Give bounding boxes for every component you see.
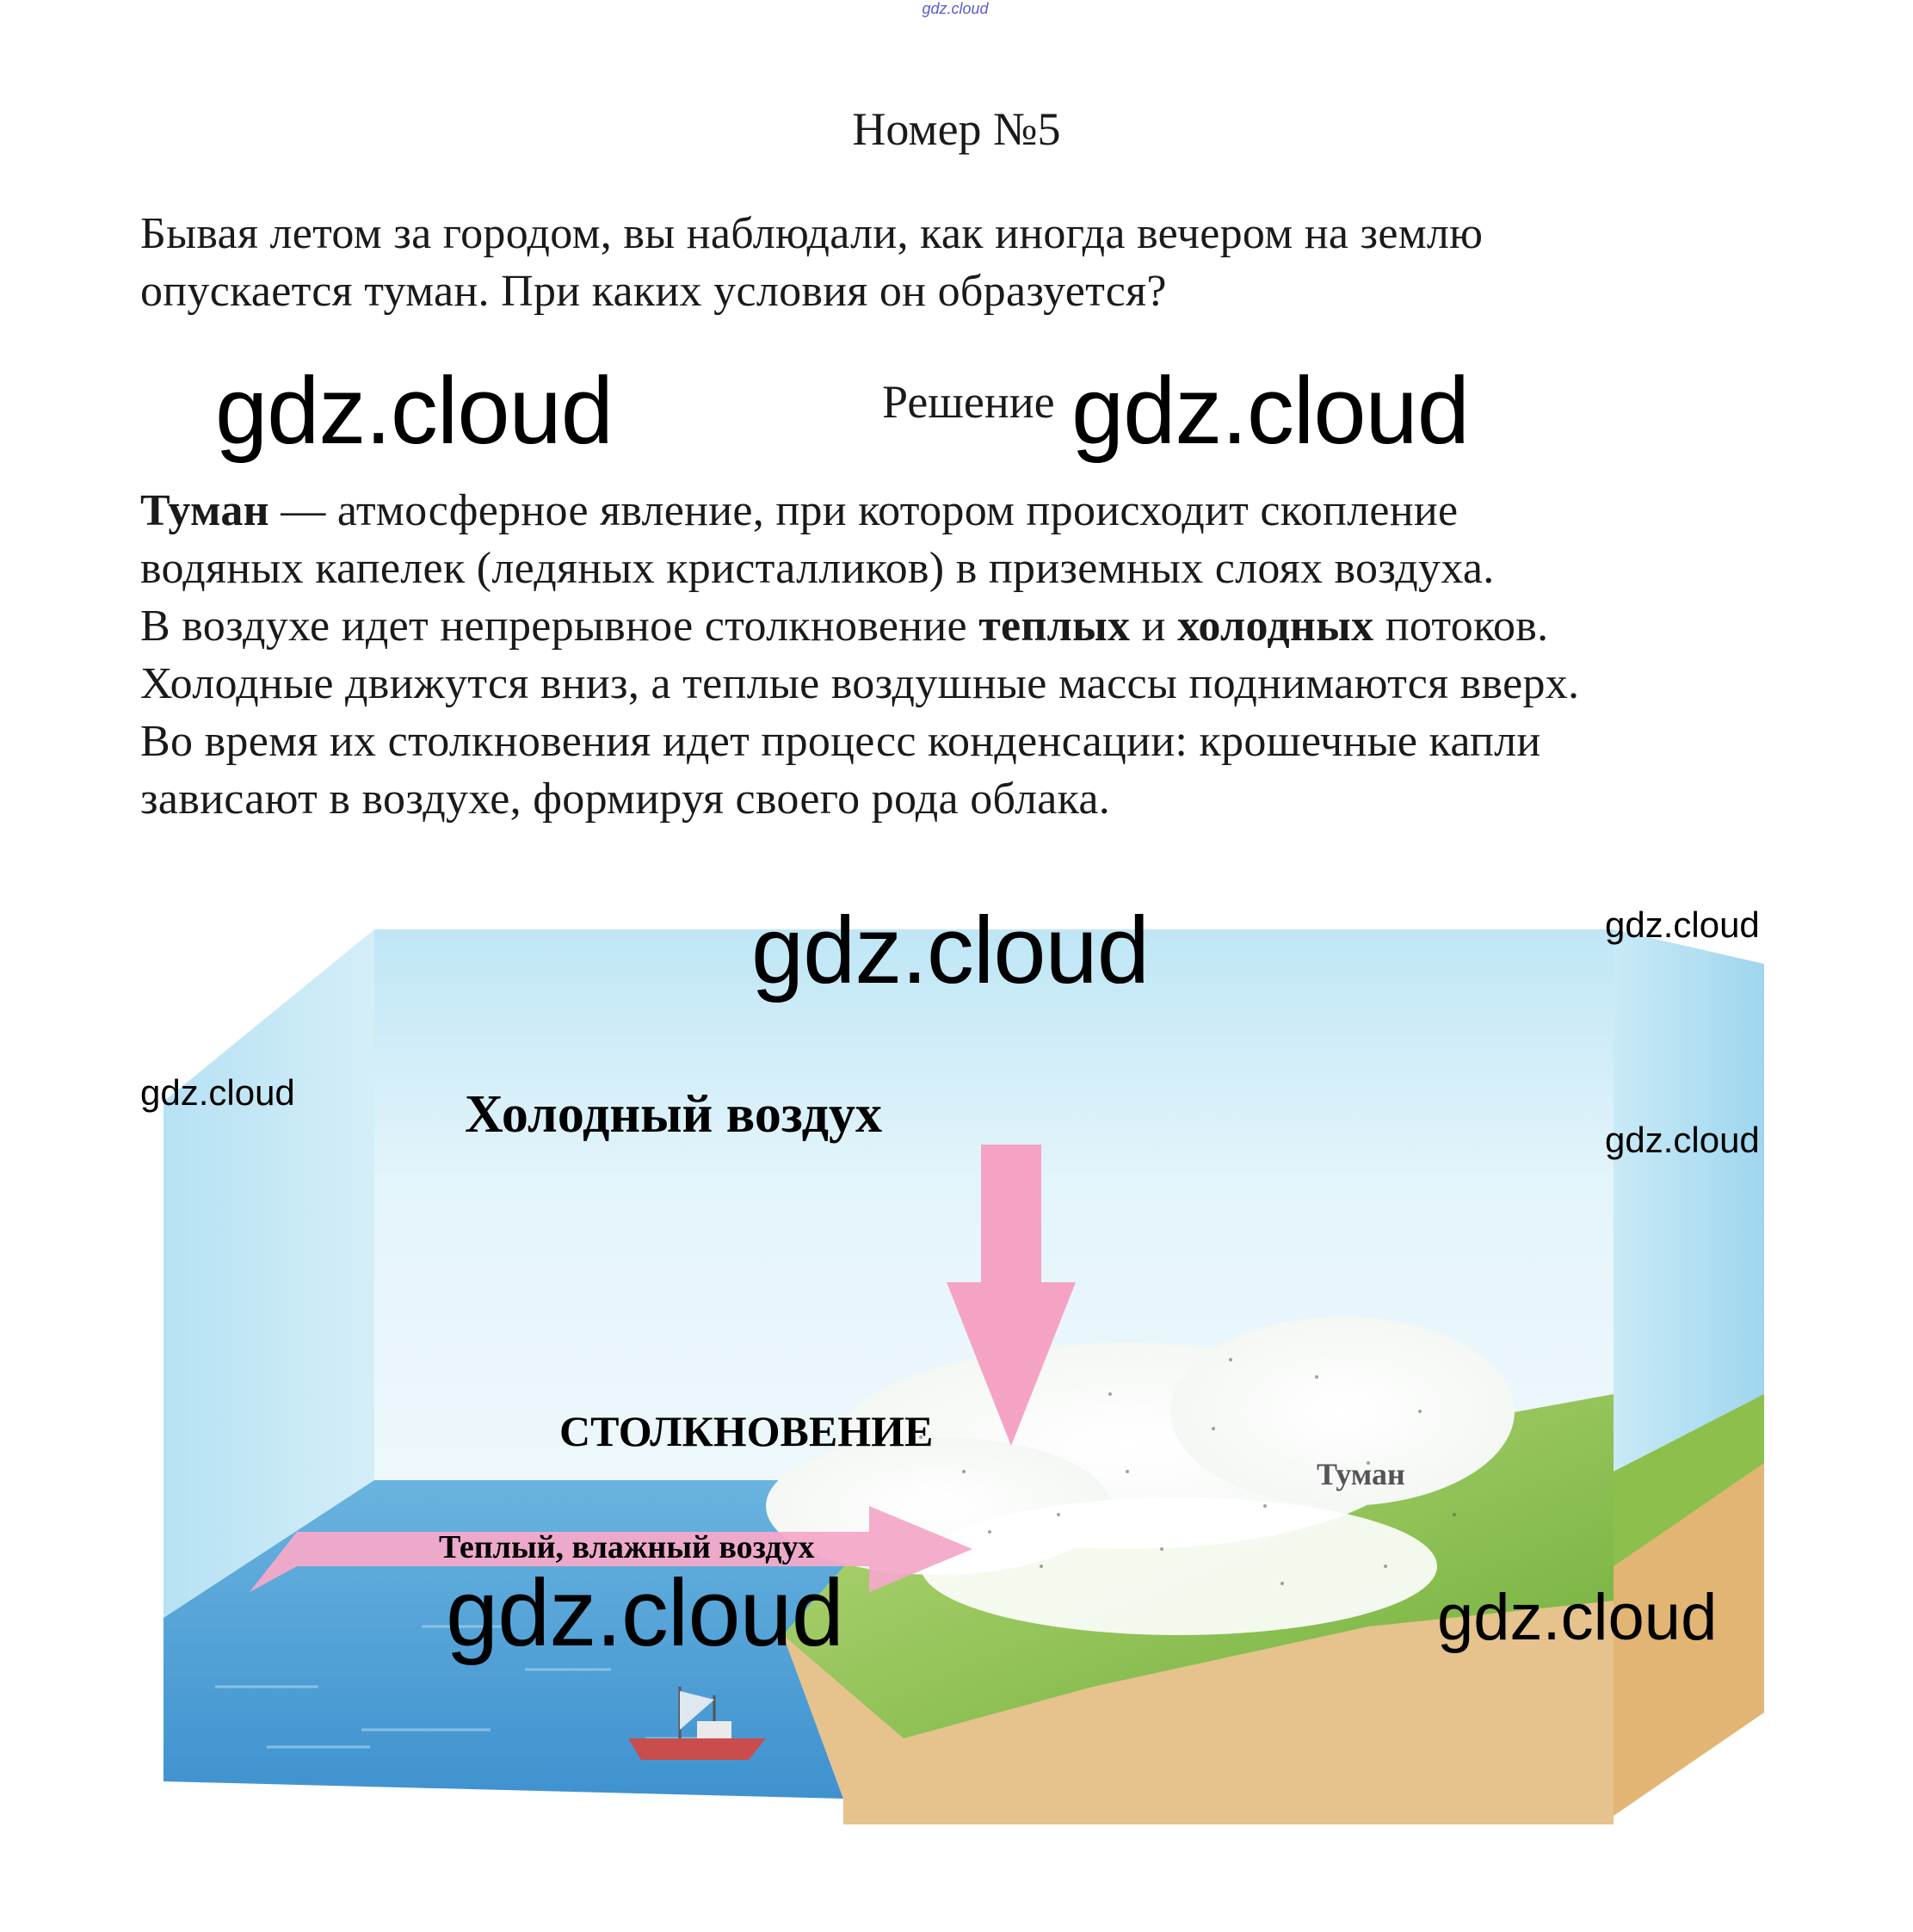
answer-text: [140, 482, 1827, 828]
watermark: gdz.cloud: [1605, 1120, 1760, 1160]
page-title: Номер №5: [852, 103, 1061, 155]
watermark: gdz.cloud: [1437, 1581, 1718, 1654]
fog-formation-illustration: [164, 912, 1781, 1824]
answer-line: Холодные движутся вниз, а теплые воздушные массы поднимаются вверх.: [140, 659, 1580, 708]
answer-fragment: потоков.: [1373, 602, 1549, 651]
question-line: Бывая летом за городом, вы наблюдали, как иногда вечером на землю: [140, 209, 1484, 258]
watermark: gdz.cloud: [1071, 358, 1469, 464]
term-cold: холодных: [1177, 602, 1374, 651]
question-text: [140, 205, 1827, 320]
answer-line: зависают в воздухе, формируя своего рода облака.: [140, 775, 1111, 824]
collision-label: СТОЛКНОВЕНИЕ: [559, 1407, 934, 1455]
term-fog: Туман: [140, 486, 269, 535]
watermark: gdz.cloud: [751, 898, 1149, 1003]
answer-line: [140, 482, 1827, 540]
answer-line: водяных капелек (ледяных кристалликов) в приземных слоях воздуха.: [140, 544, 1495, 593]
watermark: gdz.cloud: [446, 1560, 843, 1666]
top-watermark: gdz.cloud: [922, 0, 989, 17]
question-line: опускается туман. При каких условия он образуется?: [140, 267, 1167, 316]
warm-air-label: Теплый, влажный воздух: [439, 1529, 815, 1565]
solution-label: Решение: [882, 376, 1055, 428]
watermark: gdz.cloud: [1605, 904, 1760, 945]
answer-fragment: — атмосферное явление, при котором происходит скопление: [268, 486, 1459, 535]
watermark: gdz.cloud: [140, 1072, 295, 1113]
term-warm: теплых: [978, 602, 1131, 651]
answer-fragment: В воздухе идет непрерывное столкновение: [140, 602, 979, 651]
cold-air-label: Холодный воздух: [465, 1085, 882, 1144]
answer-line: Во время их столкновения идет процесс конденсации: крошечные капли: [140, 717, 1541, 766]
fog-label: Туман: [1317, 1457, 1405, 1491]
watermark: gdz.cloud: [215, 358, 613, 464]
answer-fragment: и: [1130, 602, 1178, 651]
answer-line: [140, 597, 1827, 655]
